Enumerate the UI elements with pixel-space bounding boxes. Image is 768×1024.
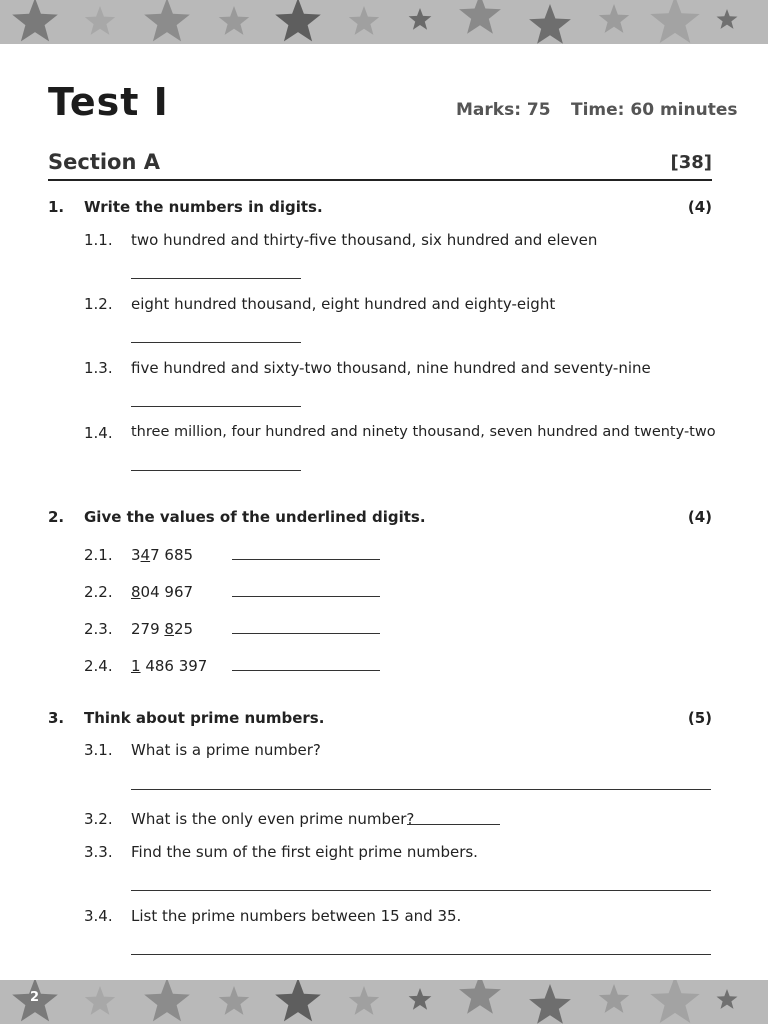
sub-question-number: 1.4. bbox=[84, 424, 113, 442]
star-decoration bbox=[349, 6, 379, 35]
sub-question-number: 2.3. bbox=[84, 620, 113, 638]
star-decoration bbox=[650, 0, 699, 43]
star-decoration bbox=[529, 984, 571, 1024]
sub-question-number: 1.2. bbox=[84, 295, 113, 313]
question-text: Write the numbers in digits. bbox=[84, 198, 323, 216]
star-decoration bbox=[349, 986, 379, 1015]
number-with-underlined-digit bbox=[131, 583, 193, 601]
page-number: 2 bbox=[30, 990, 40, 1005]
top-star-banner bbox=[0, 0, 768, 44]
sub-question-number: 3.3. bbox=[84, 843, 113, 861]
sub-question-text: What is the only even prime number? bbox=[131, 810, 415, 828]
question-number: 1. bbox=[48, 198, 65, 216]
question-marks: (4) bbox=[687, 508, 712, 526]
underlined-digit: 8 bbox=[164, 620, 174, 638]
answer-line[interactable] bbox=[232, 670, 380, 671]
section-divider bbox=[48, 179, 712, 181]
sub-question-number: 1.3. bbox=[84, 359, 113, 377]
star-decoration bbox=[717, 989, 738, 1009]
sub-question-number: 2.2. bbox=[84, 583, 113, 601]
sub-question-text: What is a prime number? bbox=[131, 741, 321, 759]
sub-question-number: 1.1. bbox=[84, 231, 113, 249]
question-marks: (4) bbox=[687, 198, 712, 216]
sub-question-text: three million, four hundred and ninety thousand, seven hundred and twenty-two bbox=[131, 424, 716, 440]
star-decoration bbox=[529, 4, 571, 44]
answer-line[interactable] bbox=[232, 559, 380, 560]
star-decoration bbox=[275, 980, 321, 1021]
digits-after: 486 397 bbox=[140, 657, 208, 675]
answer-line[interactable] bbox=[131, 406, 301, 407]
number-with-underlined-digit bbox=[131, 620, 193, 638]
answer-line[interactable] bbox=[131, 890, 711, 891]
sub-question-text: eight hundred thousand, eight hundred and eighty-eight bbox=[131, 295, 556, 313]
star-decoration bbox=[12, 0, 58, 41]
sub-question-number: 2.1. bbox=[84, 546, 113, 564]
answer-line[interactable] bbox=[131, 470, 301, 471]
star-decoration bbox=[409, 8, 432, 30]
bottom-star-banner bbox=[0, 980, 768, 1024]
star-decoration bbox=[459, 980, 501, 1014]
star-decoration bbox=[650, 980, 699, 1023]
star-decoration bbox=[275, 0, 321, 41]
sub-question-number: 2.4. bbox=[84, 657, 113, 675]
star-decoration bbox=[409, 988, 432, 1010]
star-decoration bbox=[85, 6, 115, 35]
star-decoration bbox=[599, 4, 629, 33]
answer-line[interactable] bbox=[131, 278, 301, 279]
number-with-underlined-digit bbox=[131, 546, 193, 564]
test-title: Test I bbox=[48, 80, 169, 124]
star-decoration bbox=[85, 986, 115, 1015]
digits-after: 25 bbox=[173, 620, 194, 638]
answer-line[interactable] bbox=[131, 954, 711, 955]
question-number: 2. bbox=[48, 508, 65, 526]
section-marks: [38] bbox=[670, 152, 712, 173]
question-text: Think about prime numbers. bbox=[84, 709, 325, 727]
star-decoration bbox=[219, 986, 249, 1015]
star-pattern-top bbox=[0, 0, 768, 44]
star-decoration bbox=[459, 0, 501, 34]
time-limit: Time: 60 minutes bbox=[571, 100, 738, 120]
star-decoration bbox=[599, 984, 629, 1013]
sub-question-text: five hundred and sixty-two thousand, nine hundred and seventy-nine bbox=[131, 359, 651, 377]
number-with-underlined-digit bbox=[131, 657, 207, 675]
sub-question-text: Find the sum of the first eight prime numbers. bbox=[131, 843, 478, 861]
sub-question-number: 3.2. bbox=[84, 810, 113, 828]
answer-line[interactable] bbox=[131, 789, 711, 790]
digits-before: 3 bbox=[131, 546, 141, 564]
sub-question-number: 3.1. bbox=[84, 741, 113, 759]
section-heading bbox=[48, 150, 712, 174]
question-marks: (5) bbox=[687, 709, 712, 727]
total-marks: Marks: 75 bbox=[456, 100, 551, 120]
star-decoration bbox=[144, 0, 190, 41]
star-pattern-bottom bbox=[0, 980, 768, 1024]
underlined-digit: 4 bbox=[140, 546, 151, 564]
answer-line[interactable] bbox=[232, 596, 380, 597]
answer-line[interactable] bbox=[131, 342, 301, 343]
answer-line[interactable] bbox=[407, 824, 500, 825]
question-text: Give the values of the underlined digits. bbox=[84, 508, 426, 526]
section-name: Section A bbox=[48, 150, 160, 174]
star-decoration bbox=[144, 980, 190, 1021]
sub-question-text: two hundred and thirty-five thousand, six hundred and eleven bbox=[131, 231, 598, 249]
star-decoration bbox=[219, 6, 249, 35]
sub-question-number: 3.4. bbox=[84, 907, 113, 925]
digits-after: 04 967 bbox=[140, 583, 194, 601]
underlined-digit: 8 bbox=[131, 583, 141, 601]
digits-after: 7 685 bbox=[150, 546, 194, 564]
sub-question-text: List the prime numbers between 15 and 35. bbox=[131, 907, 462, 925]
star-decoration bbox=[717, 9, 738, 29]
underlined-digit: 1 bbox=[131, 657, 141, 675]
question-number: 3. bbox=[48, 709, 65, 727]
digits-before: 279 bbox=[131, 620, 165, 638]
answer-line[interactable] bbox=[232, 633, 380, 634]
